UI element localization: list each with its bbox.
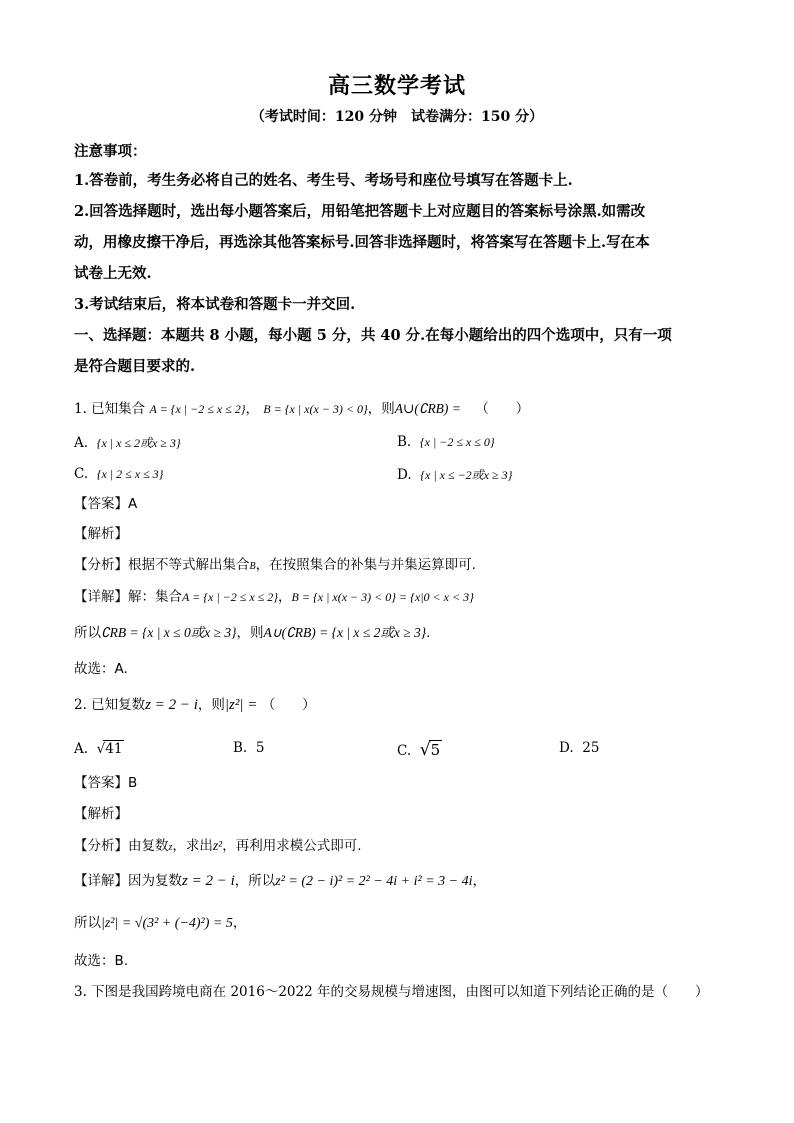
notes-heading: 注意事项： <box>74 143 147 160</box>
fenxi-var: z <box>168 842 173 853</box>
q1-option-b <box>397 434 495 450</box>
option-label: D. <box>559 740 574 756</box>
detail-end: ， <box>472 873 487 889</box>
fenxi-tag: 【分析】 <box>74 557 128 573</box>
q2-expr: |z²| = <box>224 697 258 713</box>
so-end: ， <box>232 915 247 931</box>
q1-option-c <box>74 466 163 482</box>
option-label: A. <box>74 741 89 757</box>
note-2-line-2: 动，用橡皮擦干净后，再选涂其他答案标号.回答非选择题时，将答案写在答题卡上.写在本 <box>74 234 650 251</box>
option-label: C. <box>74 466 89 482</box>
option-text: 41 <box>105 741 123 757</box>
q2-fenxi <box>74 839 362 854</box>
q2-then: ，则 <box>197 697 225 713</box>
answer-tag: 【答案】 <box>74 496 128 512</box>
q2-answer-paren: （ ） <box>261 697 316 713</box>
option-text: {x | −2 ≤ x ≤ 0} <box>419 435 495 449</box>
q1-expr: A∪(∁RB) = <box>394 401 461 416</box>
detail-text: 因为复数 <box>128 873 182 889</box>
sqrt-sign: √ <box>419 740 431 760</box>
q2-z: z = 2 − i <box>145 697 198 713</box>
option-text: 5 <box>430 741 441 759</box>
so-expr: |z²| = √(3² + (−4)²) = 5 <box>101 916 233 931</box>
option-text: 5 <box>255 740 265 756</box>
detail-sep: ， <box>278 589 292 605</box>
q2-option-b <box>233 740 264 756</box>
q1-sep: ， <box>245 401 259 417</box>
q2-option-a <box>74 740 124 757</box>
fenxi-text: 根据不等式解出集合 <box>128 557 250 573</box>
so-expr: ∁RB = {x | x ≤ 0或x ≥ 3} <box>101 625 237 640</box>
detail-set-b: B = {x | x(x − 3) < 0} = {x|0 < x < 3} <box>291 590 474 604</box>
q2-so <box>74 917 246 931</box>
so-end: . <box>426 625 431 641</box>
option-label: B. <box>397 434 412 450</box>
q1-detail <box>74 591 474 605</box>
option-label: B. <box>233 740 248 756</box>
fenxi-var-2: z² <box>212 838 223 853</box>
note-3: 3.考试结束后，将本试卷和答题卡一并交回. <box>74 296 356 313</box>
q1-set-a: A = {x | −2 ≤ x ≤ 2} <box>149 402 246 416</box>
q1-so <box>74 626 430 641</box>
so-then: ，则 <box>236 625 264 641</box>
detail-tag: 【详解】 <box>74 873 128 889</box>
q1-analysis-tag: 【解析】 <box>74 526 128 542</box>
sqrt-sign: √ <box>96 741 106 757</box>
fenxi-var: B <box>249 561 256 572</box>
detail-set-a: A = {x | −2 ≤ x ≤ 2} <box>182 590 279 604</box>
q1-fenxi <box>74 559 476 573</box>
fenxi-mid: ，求出 <box>172 838 213 854</box>
q2-answer <box>74 777 137 791</box>
q1-option-a <box>74 434 181 451</box>
question-1-stem <box>74 402 529 417</box>
q1-option-d <box>397 466 512 483</box>
option-label: D. <box>397 467 412 483</box>
option-text: {x | x ≤ 2或x ≥ 3} <box>96 436 181 450</box>
section-heading-line-2: 是符合题目要求的. <box>74 358 196 375</box>
fenxi-rest: ，在按照集合的补集与并集运算即可. <box>255 557 476 573</box>
q2-option-d <box>559 740 599 756</box>
option-text: {x | 2 ≤ x ≤ 3} <box>96 467 164 481</box>
detail-tag: 【详解】 <box>74 589 128 605</box>
q2-analysis-tag: 【解析】 <box>74 806 128 822</box>
q1-answer-paren: （ ） <box>475 401 530 417</box>
option-label: C. <box>397 743 412 759</box>
option-text: {x | x ≤ −2或x ≥ 3} <box>420 468 513 482</box>
fenxi-rest: ，再利用求模公式即可. <box>222 838 362 854</box>
note-2-line-1: 2.回答选择题时，选出每小题答案后，用铅笔把答题卡上对应题目的答案标号涂黑.如需改 <box>74 203 646 220</box>
answer-value: A <box>128 496 138 512</box>
question-2-stem <box>74 698 316 713</box>
fenxi-tag: 【分析】 <box>74 838 128 854</box>
q1-answer <box>74 498 137 512</box>
q1-then: ，则 <box>367 401 395 417</box>
q1-stem-text: 1. 已知集合 <box>74 401 146 417</box>
detail-mid: ，所以 <box>234 873 276 889</box>
note-2-line-3: 试卷上无效. <box>74 265 152 282</box>
so-text: 所以 <box>74 915 101 931</box>
exam-info: （考试时间：120 分钟 试卷满分：150 分） <box>250 109 544 125</box>
option-text: 25 <box>582 740 600 756</box>
answer-value: B <box>128 775 138 791</box>
q2-option-c <box>397 740 442 760</box>
fenxi-text: 由复数 <box>128 838 169 854</box>
answer-tag: 【答案】 <box>74 775 128 791</box>
option-label: A. <box>74 435 89 451</box>
q1-choose: 故选：A. <box>74 661 128 677</box>
note-1: 1.答卷前，考生务必将自己的姓名、考生号、考场号和座位号填写在答题卡上. <box>74 172 573 189</box>
so-text: 所以 <box>74 625 101 641</box>
detail-expr: z² = (2 − i)² = 2² − 4i + i² = 3 − 4i <box>275 874 473 889</box>
section-heading-line-1: 一、选择题：本题共 8 小题，每小题 5 分，共 40 分.在每小题给出的四个选项中，只有一项 <box>74 327 672 344</box>
so-expr-2: A∪(∁RB) = {x | x ≤ 2或x ≥ 3} <box>263 625 427 640</box>
q1-set-b: B = {x | x(x − 3) < 0} <box>263 402 368 416</box>
page-title: 高三数学考试 <box>327 73 466 99</box>
q2-stem-text: 2. 已知复数 <box>74 697 146 713</box>
detail-z: z = 2 − i <box>182 873 235 889</box>
q2-choose: 故选：B. <box>74 953 129 969</box>
q2-detail <box>74 874 486 889</box>
detail-text: 解：集合 <box>128 589 182 605</box>
question-3-stem: 3. 下图是我国跨境电商在 2016～2022 年的交易规模与增速图，由图可以知道下列结论正确的是（ ） <box>74 984 709 1000</box>
